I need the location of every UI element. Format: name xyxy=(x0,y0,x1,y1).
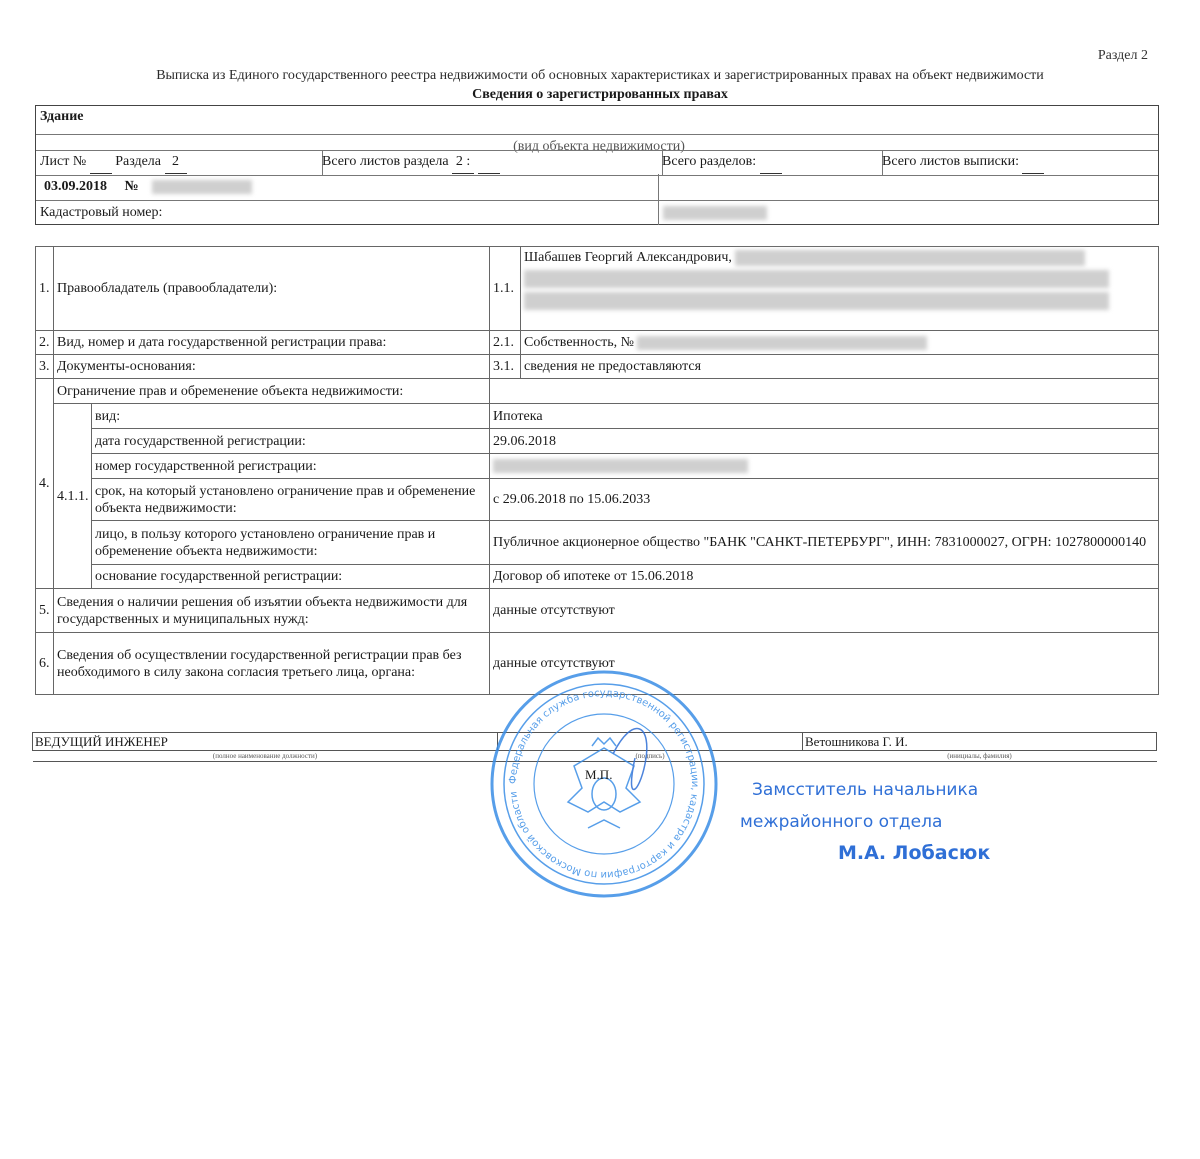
total-sheets-extract-blank xyxy=(1022,151,1044,174)
row-number: 4. xyxy=(36,379,54,589)
documents-label: Документы-основания: xyxy=(54,355,490,379)
encumbrance-item-label: лицо, в пользу которого установлено ограничение прав и обременение объекта недвижимости: xyxy=(92,521,490,565)
encumbrance-item-value-cell xyxy=(490,454,1159,479)
row-registration xyxy=(36,331,1159,355)
section-part-value: 2 xyxy=(165,151,187,174)
eagle-emblem-icon xyxy=(568,738,640,828)
redacted-registration-number xyxy=(637,336,927,350)
row-rightholder xyxy=(36,247,1159,331)
rightholder-name: Шабашев Георгий Александрович, xyxy=(524,250,732,265)
documents-value: сведения не предоставляются xyxy=(521,355,1159,379)
encumbrance-item-label: вид: xyxy=(92,404,490,429)
encumbrance-item xyxy=(36,429,1159,454)
seal-ring-text: Федеральная служба государственной регистрации, кадастра и картографии по Московской области xyxy=(507,687,701,881)
total-sheets-section-cell xyxy=(318,151,663,175)
row-sub-number: 3.1. xyxy=(490,355,521,379)
registration-value-cell xyxy=(521,331,1159,355)
encumbrance-item-value: Публичное акционерное общество "БАНК "САНКТ-ПЕТЕРБУРГ", ИНН: 7831000027, ОГРН: 1027800000140 xyxy=(490,521,1159,565)
encumbrance-item-value: Договор об ипотеке от 15.06.2018 xyxy=(490,565,1159,589)
row-number: 3. xyxy=(36,355,54,379)
cadastral-row xyxy=(36,200,1158,225)
row-sub-number: 2.1. xyxy=(490,331,521,355)
encumbrance-item-label: номер государственной регистрации: xyxy=(92,454,490,479)
encumbrance-item-value: Ипотека xyxy=(490,404,1159,429)
row-number: 1. xyxy=(36,247,54,331)
row-number: 2. xyxy=(36,331,54,355)
encumbrance-label: Ограничение прав и обременение объекта недвижимости: xyxy=(54,379,490,404)
position-caption: (полное наименование должности) xyxy=(33,751,498,762)
sheet-number-blank xyxy=(90,151,112,174)
total-sheets-section-value: 2 : xyxy=(452,151,474,174)
name-caption: (инициалы, фамилия) xyxy=(803,751,1157,762)
rights-table xyxy=(35,246,1159,695)
cadastral-label: Кадастровый номер: xyxy=(40,205,163,220)
cadastral-value-cell xyxy=(658,200,1158,225)
signer-position: ВЕДУЩИЙ ИНЖЕНЕР xyxy=(33,733,498,751)
encumbrance-item-value: 29.06.2018 xyxy=(490,429,1159,454)
rightholder-value-cell xyxy=(521,247,1159,331)
registration-label: Вид, номер и дата государственной регистрации права: xyxy=(54,331,490,355)
rightholder-label: Правообладатель (правообладатели): xyxy=(54,247,490,331)
encumbrance-item xyxy=(36,521,1159,565)
row-number: 6. xyxy=(36,633,54,695)
total-sheets-extract-cell xyxy=(878,151,1158,175)
seal-outer-ring xyxy=(492,672,716,896)
redacted-encumbrance-number xyxy=(493,459,748,473)
date-row xyxy=(36,174,1158,201)
encumbrance-item xyxy=(36,565,1159,589)
seal-place-label: М.П. xyxy=(585,767,613,782)
row-number: 5. xyxy=(36,589,54,633)
object-type: Здание xyxy=(40,109,84,124)
total-sheets-section-blank xyxy=(478,151,500,174)
encumbrance-item xyxy=(36,404,1159,429)
row-expropriation xyxy=(36,589,1159,633)
encumbrance-item-label: дата государственной регистрации: xyxy=(92,429,490,454)
total-sheets-section-label: Всего листов раздела xyxy=(322,154,449,169)
extract-number-label: № xyxy=(124,179,139,194)
extract-date: 03.09.2018 xyxy=(44,179,107,194)
redacted-rightholder-details-2 xyxy=(524,270,1109,288)
redacted-rightholder-details-1 xyxy=(735,250,1085,266)
seal-inner-ring xyxy=(534,714,674,854)
redacted-extract-number xyxy=(152,180,252,194)
total-sections-blank xyxy=(760,151,782,174)
redacted-cadastral-number xyxy=(663,206,767,220)
date-number-cell xyxy=(40,174,252,200)
sheets-row xyxy=(36,150,1158,176)
sheet-number-cell xyxy=(36,151,323,175)
registration-value: Собственность, № xyxy=(524,335,634,350)
total-sections-cell xyxy=(658,151,883,175)
official-seal xyxy=(488,668,720,900)
encumbrance-item xyxy=(36,454,1159,479)
signature-caption: (подпись) xyxy=(498,751,803,762)
redacted-rightholder-details-3 xyxy=(524,292,1109,310)
section-part-label: Раздела xyxy=(115,154,162,169)
total-sheets-extract-label: Всего листов выписки: xyxy=(882,154,1019,169)
encumbrance-empty xyxy=(490,379,1159,404)
section-number: Раздел 2 xyxy=(1097,48,1148,63)
encumbrance-item-label: срок, на который установлено ограничение прав и обременение объекта недвижимости: xyxy=(92,479,490,521)
document-subtitle: Сведения о зарегистрированных правах xyxy=(472,87,728,102)
encumbrance-item-label: основание государственной регистрации: xyxy=(92,565,490,589)
object-header-box xyxy=(35,105,1159,225)
signer-name: Ветошникова Г. И. xyxy=(803,733,1157,751)
encumbrance-item xyxy=(36,479,1159,521)
row-encumbrance-header xyxy=(36,379,1159,404)
stamp-deputy-title: Замсститель начальника xyxy=(752,780,979,800)
date-row-divider xyxy=(658,174,659,200)
consent-value: данные отсутствуют xyxy=(490,633,1159,695)
total-sections-label: Всего разделов: xyxy=(662,154,757,169)
document-title: Выписка из Единого государственного реестра недвижимости об основных характеристиках и зарегистрированных правах на объект недвижимости xyxy=(156,68,1044,83)
handwritten-signature xyxy=(613,729,647,790)
sheet-label: Лист № xyxy=(40,154,87,169)
stamp-department: межрайонного отдела xyxy=(740,812,943,832)
object-type-row: Здание (вид объекта недвижимости) xyxy=(36,106,1158,135)
expropriation-value: данные отсутствуют xyxy=(490,589,1159,633)
row-sub-number: 1.1. xyxy=(490,247,521,331)
expropriation-label: Сведения о наличии решения об изъятии объекта недвижимости для государственных и муниципальных нужд: xyxy=(54,589,490,633)
row-documents xyxy=(36,355,1159,379)
consent-label: Сведения об осуществлении государственной регистрации прав без необходимого в силу закона согласия третьего лица, органа: xyxy=(54,633,490,695)
stamp-official-name: М.А. Лобасюк xyxy=(838,842,991,864)
encumbrance-sub-number: 4.1.1. xyxy=(54,404,92,589)
encumbrance-item-value: с 29.06.2018 по 15.06.2033 xyxy=(490,479,1159,521)
